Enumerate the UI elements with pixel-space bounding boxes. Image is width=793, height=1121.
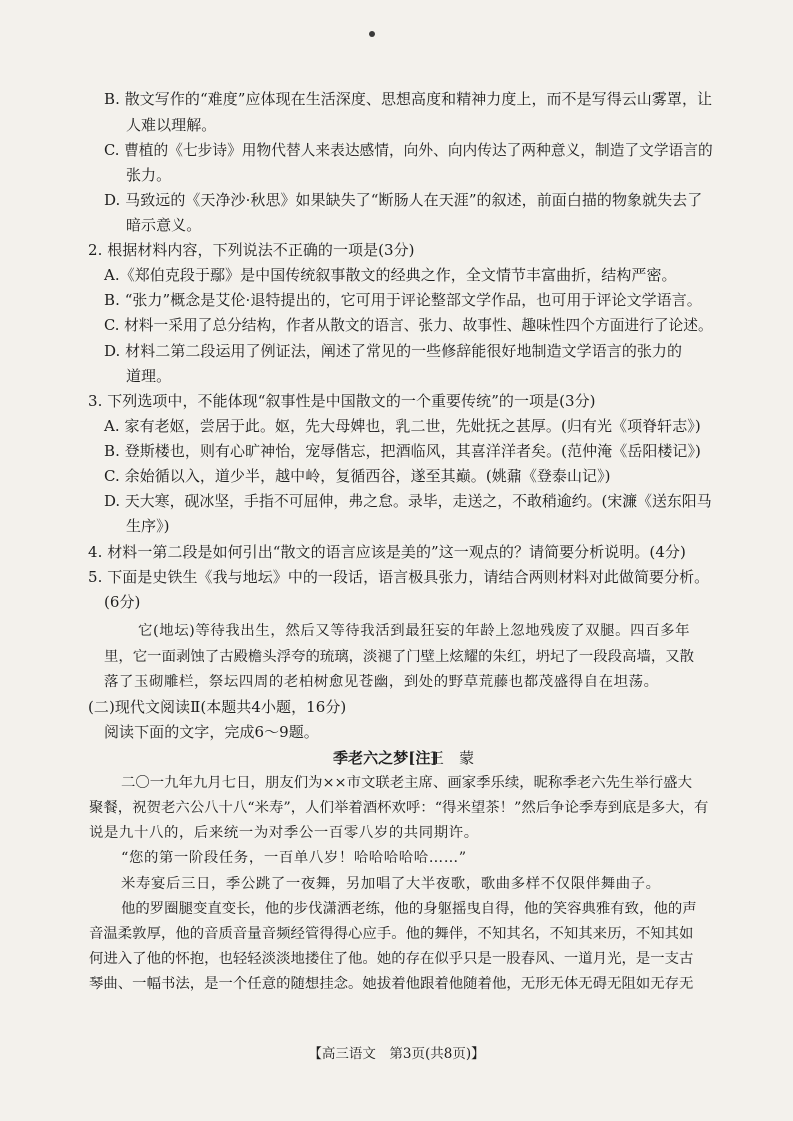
- article-author: 王 蒙: [429, 749, 475, 767]
- article-title: 季老六之梦[注]: [333, 749, 438, 767]
- punch-hole-dot: [369, 31, 375, 37]
- q3-option-b: B. 登斯楼也，则有心旷神怡，宠辱偕忘，把酒临风，其喜洋洋者矣。(范仲淹《岳阳楼记》): [104, 442, 701, 460]
- q2-option-a: A.《郑伯克段于鄢》是中国传统叙事散文的经典之作，全文情节丰富曲折，结构严密。: [104, 266, 677, 284]
- quote-line3: 落了玉砌雕栏，祭坛四周的老柏树愈见苍幽，到处的野草荒藤也都茂盛得自在坦荡。: [104, 674, 659, 690]
- option-d-line1: D. 马致远的《天净沙·秋思》如果缺失了“断肠人在天涯”的叙述，前面白描的物象就失去了: [104, 191, 703, 209]
- q3-option-d-line2: 生序》): [126, 517, 170, 535]
- question-2: 2. 根据材料内容，下列说法不正确的一项是(3分): [88, 241, 415, 259]
- q3-option-a: A. 家有老妪，尝居于此。妪，先大母婢也，乳二世，先妣抚之甚厚。(归有光《项脊轩志》): [104, 417, 701, 435]
- article-para1-line3: 说是九十八的，后来统一为对季公一百零八岁的共同期许。: [89, 825, 479, 841]
- q2-option-d-line2: 道理。: [126, 367, 172, 385]
- question-3: 3. 下列选项中，不能体现“叙事性是中国散文的一个重要传统”的一项是(3分): [88, 392, 596, 410]
- q2-option-d-line1: D. 材料二第二段运用了例证法，阐述了常见的一些修辞能很好地制造文学语言的张力的: [104, 342, 683, 360]
- footer-text: 【高三语文 第3页(共8页)】: [308, 1046, 485, 1062]
- q2-option-b: B. “张力”概念是艾伦·退特提出的，它可用于评论整部文学作品，也可用于评论文学语言。: [104, 291, 702, 309]
- article-para3: 米寿宴后三日，季公跳了一夜舞，另加唱了大半夜歌，歌曲多样不仅限伴舞曲子。: [121, 876, 661, 892]
- q3-option-d-line1: D. 天大寒，砚冰坚，手指不可屈伸，弗之怠。录毕，走送之，不敢稍逾约。(宋濂《送东阳马: [104, 492, 712, 510]
- q2-option-c: C. 材料一采用了总分结构，作者从散文的语言、张力、故事性、趣味性四个方面进行了论述。: [104, 316, 713, 334]
- option-c-line1: C. 曹植的《七步诗》用物代替人来表达感情，向外、向内传达了两种意义，制造了文学语言的: [104, 141, 713, 159]
- page-footer: [0, 1042, 793, 1062]
- question-4: 4. 材料一第二段是如何引出“散文的语言应该是美的”这一观点的？请简要分析说明。(4分): [88, 543, 686, 561]
- article-para4-line3: 何进入了他的怀抱，也轻轻淡淡地搂住了他。她的存在似乎只是一股春风、一道月光，是一支古: [89, 951, 694, 967]
- question-5-line2: (6分): [104, 593, 141, 611]
- article-para4-line4: 琴曲、一幅书法，是一个任意的随想挂念。她拔着他跟着他随着他，无形无体无碍无阻如无存无: [89, 976, 694, 992]
- option-b-line1: B. 散文写作的“难度”应体现在生活深度、思想高度和精神力度上，而不是写得云山雾罩，让: [104, 90, 713, 108]
- article-para1-line1: 二〇一九年九月七日，朋友们为××市文联老主席、画家季乐续，昵称季老六先生举行盛大: [121, 775, 692, 791]
- question-5-line1: 5. 下面是史铁生《我与地坛》中的一段话，语言极具张力，请结合两则材料对此做简要分析。: [88, 568, 710, 586]
- option-d-line2: 暗示意义。: [126, 216, 202, 234]
- option-b-line2: 人难以理解。: [126, 116, 217, 134]
- quote-line1: 它(地坛)等待我出生，然后又等待我活到最狂妄的年龄上忽地残废了双腿。四百多年: [138, 623, 691, 639]
- article-para4-line2: 音温柔敦厚，他的音质音量音频经管得得心应手。他的舞伴，不知其名，不知其来历，不知其如: [89, 926, 694, 942]
- article-para1-line2: 聚餐，祝贺老六公八十八“米寿”，人们举着酒杯欢呼：“得米望茶！”然后争论季寿到底是多大，有: [89, 800, 709, 816]
- article-para4-line1: 他的罗圈腿变直变长，他的步伐潇洒老练，他的身躯摇曳自得，他的笑容典雅有致，他的声: [121, 901, 697, 917]
- quote-line2: 里，它一面剥蚀了古殿檐头浮夸的琉璃，淡褪了门壁上炫耀的朱红，坍圮了一段段高墙，又散: [104, 649, 695, 665]
- reading-instruction: 阅读下面的文字，完成6～9题。: [104, 723, 319, 741]
- article-para2: “您的第一阶段任务，一百单八岁！哈哈哈哈哈……”: [121, 850, 467, 866]
- q3-option-c: C. 余始循以入，道少半，越中岭，复循西谷，遂至其巅。(姚鼐《登泰山记》): [104, 467, 611, 485]
- option-c-line2: 张力。: [126, 166, 172, 184]
- section-heading: (二)现代文阅读Ⅱ(本题共4小题，16分): [88, 698, 347, 716]
